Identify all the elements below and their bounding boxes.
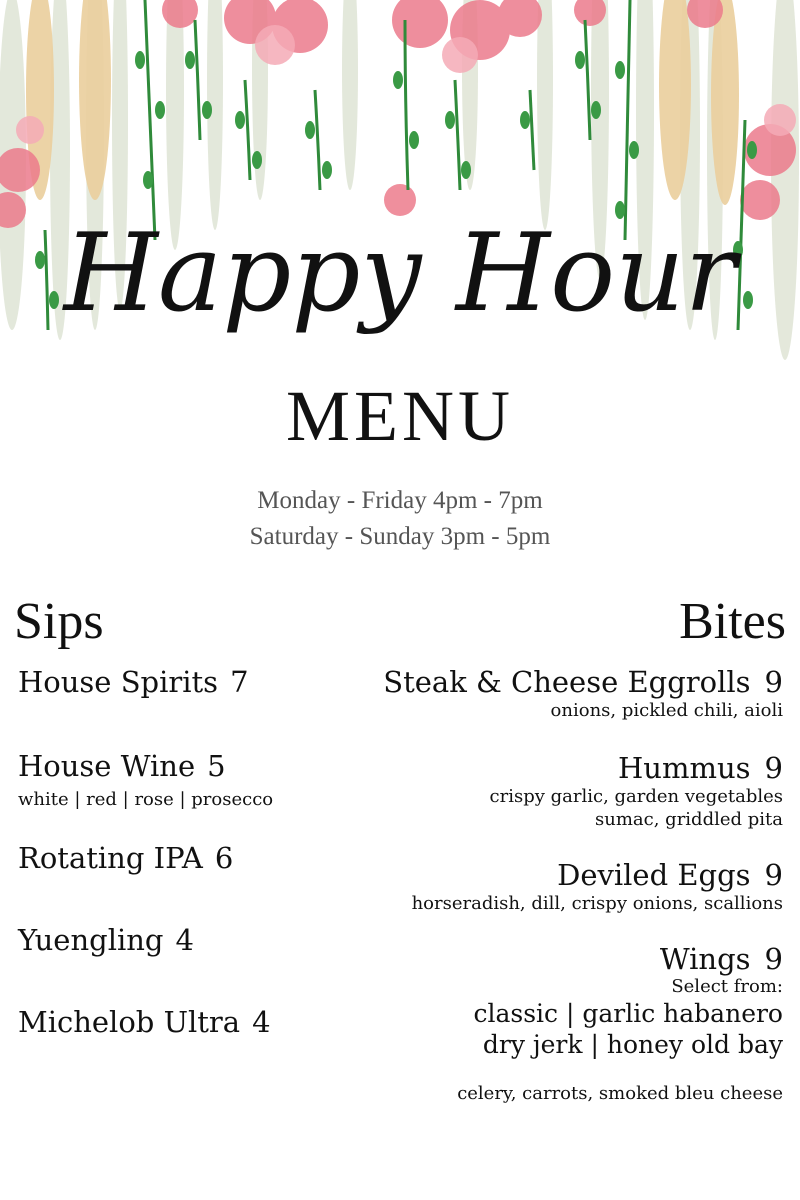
sip-price: 7 xyxy=(230,665,249,699)
sip-item-rotating-ipa xyxy=(18,841,233,875)
sip-description: white | red | rose | prosecco xyxy=(18,789,274,810)
sip-item-house-spirits xyxy=(18,665,249,699)
bite-price: 9 xyxy=(764,858,783,892)
menu-heading: MENU xyxy=(286,376,514,456)
hours-weekend: Saturday - Sunday 3pm - 5pm xyxy=(249,523,551,550)
sip-name: House Wine xyxy=(18,749,196,783)
bite-name: Steak & Cheese Eggrolls xyxy=(383,665,751,699)
bite-price: 9 xyxy=(764,942,783,976)
sip-price: 5 xyxy=(207,749,226,783)
hours-block xyxy=(0,483,800,555)
wings-select-label: Select from: xyxy=(671,976,783,997)
bite-description: crispy garlic, garden vegetables xyxy=(489,786,783,807)
bite-item-hummus xyxy=(490,751,783,831)
bite-description: sumac, griddled pita xyxy=(595,809,783,830)
wings-options-line-1: classic | garlic habanero xyxy=(473,999,783,1028)
bite-price: 9 xyxy=(764,751,783,785)
sip-price: 6 xyxy=(214,841,234,875)
bite-description: horseradish, dill, crispy onions, scallions xyxy=(411,893,783,914)
sip-item-michelob-ultra xyxy=(18,1005,271,1039)
bite-item-deviled-eggs xyxy=(412,858,783,915)
bite-name: Deviled Eggs xyxy=(557,858,751,892)
bite-item-wings xyxy=(457,942,783,1105)
bite-name: Hummus xyxy=(618,751,751,785)
sip-name: Rotating IPA xyxy=(18,841,203,875)
bite-item-eggrolls xyxy=(383,665,783,722)
svg-text:Happy Hour: Happy Hour xyxy=(63,211,737,336)
sip-item-yuengling xyxy=(18,923,194,957)
bite-description: onions, pickled chili, aioli xyxy=(550,700,783,721)
sips-heading: Sips xyxy=(14,593,104,650)
wings-options-line-2: dry jerk | honey old bay xyxy=(482,1030,783,1059)
bite-name: Wings xyxy=(659,942,751,976)
sip-item-house-wine xyxy=(18,749,273,810)
sip-name: House Spirits xyxy=(18,665,219,699)
bites-heading: Bites xyxy=(679,593,786,650)
wings-sides-note: celery, carrots, smoked bleu cheese xyxy=(457,1083,783,1104)
sip-price: 4 xyxy=(252,1005,271,1039)
bite-price: 9 xyxy=(764,665,783,699)
sip-name: Michelob Ultra xyxy=(18,1005,241,1039)
sip-price: 4 xyxy=(175,923,194,957)
sip-name: Yuengling xyxy=(18,923,164,957)
happy-hour-title xyxy=(0,195,800,375)
hours-weekday: Monday - Friday 4pm - 7pm xyxy=(257,487,543,514)
